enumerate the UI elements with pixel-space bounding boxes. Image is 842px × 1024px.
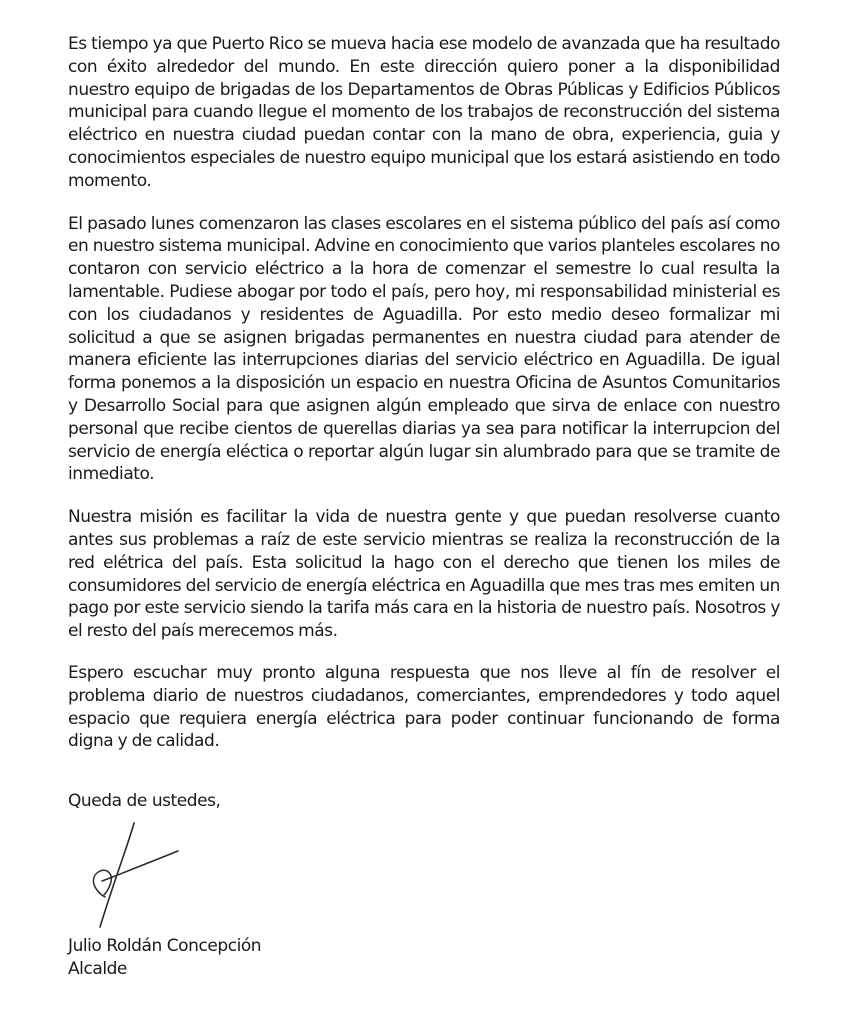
paragraph-spacer [68, 193, 780, 213]
letter-body [68, 33, 780, 753]
paragraph-spacer [68, 486, 780, 506]
paragraph-4: Espero escuchar muy pronto alguna respuesta que nos lleve al fín de resolver el problema diario de nuestros ciudadanos, comerciantes, emprendedores y todo aquel espacio que requiera energía eléctrica para poder continuar funcionando de forma digna y de calidad. [68, 662, 780, 752]
paragraph-2: El pasado lunes comenzaron las clases escolares en el sistema público del país así como en nuestro sistema municipal. Advine en conocimiento que varios planteles escolares no contaron con servicio eléctrico a la hora de comenzar el semestre lo cual resulta la lamentable. Pudiese abogar por todo el país, pero hoy, mi responsabilidad ministerial es con los ciudadanos y residentes de Aguadilla. Por esto medio deseo formalizar mi solicitud a que se asignen brigadas permanentes en nuestra ciudad para atender de manera eficiente las interrupciones diarias del servicio eléctrico en Aguadilla. De igual forma ponemos a la disposición un espacio en nuestra Oficina de Asuntos Comunitarios y Desarrollo Social para que asignen algún empleado que sirva de enlace con nuestro personal que recibe cientos de querellas diarias ya sea para notificar la interrupcion del servicio de energía eléctica o reportar algún lugar sin alumbrado para que se tramite de inmediato. [68, 213, 780, 485]
paragraph-1: Es tiempo ya que Puerto Rico se mueva hacia ese modelo de avanzada que ha resultado con éxito alrededor del mundo. En este dirección quiero poner a la disponibilidad nuestro equipo de brigadas de los Departamentos de Obras Públicas y Edificios Públicos municipal para cuando llegue el momento de los trabajos de reconstrucción del sistema eléctrico en nuestra ciudad puedan contar con la mano de obra, experiencia, guia y conocimientos especiales de nuestro equipo municipal que los estará asistiendo en todo momento. [68, 34, 780, 191]
signature-block [68, 935, 261, 981]
closing-line: Queda de ustedes, [68, 791, 221, 811]
handwritten-signature [78, 815, 188, 930]
paragraph-3: Nuestra misión es facilitar la vida de nuestra gente y que puedan resolverse cuanto antes sus problemas a raíz de este servicio mientras se realiza la reconstrucción de la red elétrica del país. Esta solicitud la hago con el derecho que tienen los miles de consumidores del servicio de energía eléctrica en Aguadilla que mes tras mes emiten un pago por este servicio siendo la tarifa más cara en la historia de nuestro país. Nosotros y el resto del país merecemos más. [68, 507, 780, 642]
signer-title: Alcalde [68, 959, 127, 979]
signer-name: Julio Roldán Concepción [68, 936, 262, 956]
paragraph-spacer [68, 643, 780, 662]
